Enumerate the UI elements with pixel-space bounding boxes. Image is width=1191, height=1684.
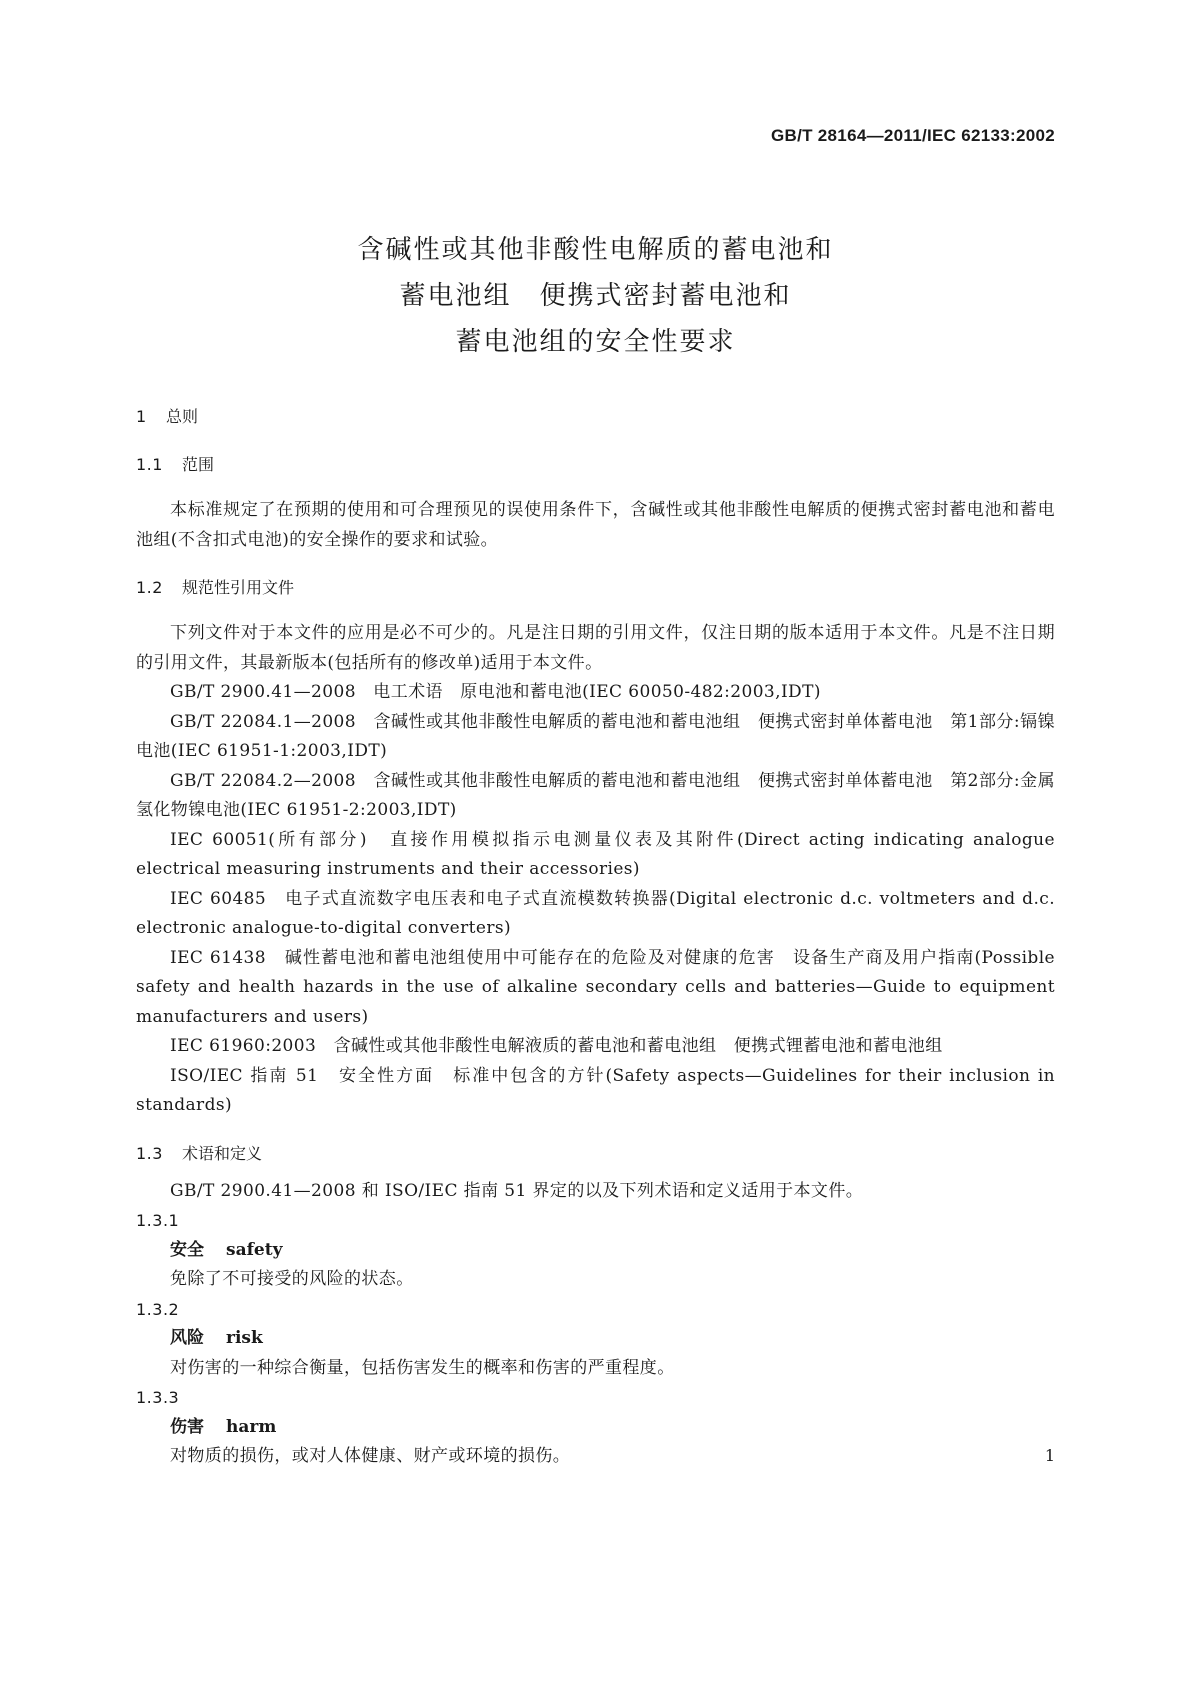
term-number: 1.3.3	[136, 1388, 180, 1407]
term-number: 1.3.2	[136, 1299, 180, 1319]
standard-code: GB/T 28164—2011/IEC 62133:2002	[770, 126, 1055, 145]
term-name-en: safety	[226, 1239, 283, 1260]
section-heading-1	[136, 402, 1055, 432]
reference-item: GB/T 22084.1—2008 含碱性或其他非酸性电解质的蓄电池和蓄电池组 便携式密封单体蓄电池 第1部分:镉镍电池(IEC 61951-1:2003,IDT)	[136, 711, 1055, 761]
section-label: 术语和定义	[182, 1143, 263, 1163]
reference-item: ISO/IEC 指南 51 安全性方面 标准中包含的方针(Safety aspects—Guidelines for their inclusion in standards)	[136, 1065, 1055, 1115]
scope-paragraph: 本标准规定了在预期的使用和可合理预见的误使用条件下，含碱性或其他非酸性电解质的便携式密封蓄电池和蓄电池组(不含扣式电池)的安全操作的要求和试验。	[136, 500, 1055, 550]
document-title	[0, 227, 1191, 365]
term-name	[136, 1236, 1055, 1266]
section-label: 范围	[182, 455, 215, 474]
document-body	[136, 402, 1055, 1472]
section-label: 总则	[166, 407, 199, 426]
section-heading-1-3	[136, 1139, 1055, 1169]
reference-item: IEC 61960:2003 含碱性或其他非酸性电解液质的蓄电池和蓄电池组 便携式锂蓄电池和蓄电池组	[170, 1036, 943, 1056]
term-entry	[136, 1206, 1055, 1295]
term-entry	[136, 1295, 1055, 1384]
term-name	[136, 1413, 1055, 1443]
section-number: 1	[136, 407, 147, 426]
title-line: 蓄电池组 便携式密封蓄电池和	[399, 281, 792, 311]
reference-item: IEC 61438 碱性蓄电池和蓄电池组使用中可能存在的危险及对健康的危害 设备生产商及用户指南(Possible safety and health hazards in the use of alkaline secondary cells and batteries—Guide to equipment manufacturers and users)	[136, 947, 1055, 1027]
terms-intro: GB/T 2900.41—2008 和 ISO/IEC 指南 51 界定的以及下列术语和定义适用于本文件。	[170, 1180, 864, 1201]
section-number: 1.1	[136, 455, 163, 474]
section-heading-1-1	[136, 450, 1055, 480]
term-definition: 免除了不可接受的风险的状态。	[170, 1269, 414, 1289]
page-number: 1	[1044, 1446, 1055, 1465]
section-number: 1.3	[136, 1143, 163, 1163]
section-label: 规范性引用文件	[182, 578, 295, 597]
term-name	[136, 1324, 1055, 1354]
term-name-zh: 伤害	[170, 1416, 204, 1437]
title-line: 含碱性或其他非酸性电解质的蓄电池和	[357, 235, 834, 265]
term-name-zh: 安全	[170, 1239, 204, 1260]
term-definition: 对伤害的一种综合衡量，包括伤害发生的概率和伤害的严重程度。	[170, 1357, 675, 1378]
references-intro: 下列文件对于本文件的应用是必不可少的。凡是注日期的引用文件，仅注日期的版本适用于本文件。凡是不注日期的引用文件，其最新版本(包括所有的修改单)适用于本文件。	[136, 623, 1055, 673]
term-entry	[136, 1383, 1055, 1472]
term-definition: 对物质的损伤，或对人体健康、财产或环境的损伤。	[170, 1446, 571, 1466]
term-number: 1.3.1	[136, 1211, 180, 1230]
title-line: 蓄电池组的安全性要求	[455, 327, 736, 357]
term-name-en: risk	[226, 1328, 263, 1348]
section-heading-1-2	[136, 573, 1055, 603]
term-name-zh: 风险	[170, 1328, 204, 1348]
term-name-en: harm	[226, 1416, 277, 1437]
reference-item: GB/T 2900.41—2008 电工术语 原电池和蓄电池(IEC 60050-482:2003,IDT)	[170, 682, 821, 702]
reference-item: IEC 60051(所有部分) 直接作用模拟指示电测量仪表及其附件(Direct acting indicating analogue electrical measuring instruments and their accessories)	[136, 829, 1055, 879]
reference-item: GB/T 22084.2—2008 含碱性或其他非酸性电解质的蓄电池和蓄电池组 便携式密封单体蓄电池 第2部分:金属氢化物镍电池(IEC 61951-2:2003,IDT)	[136, 770, 1055, 820]
section-number: 1.2	[136, 578, 163, 597]
reference-item: IEC 60485 电子式直流数字电压表和电子式直流模数转换器(Digital electronic d.c. voltmeters and d.c. electronic analogue-to-digital converters)	[136, 888, 1055, 938]
